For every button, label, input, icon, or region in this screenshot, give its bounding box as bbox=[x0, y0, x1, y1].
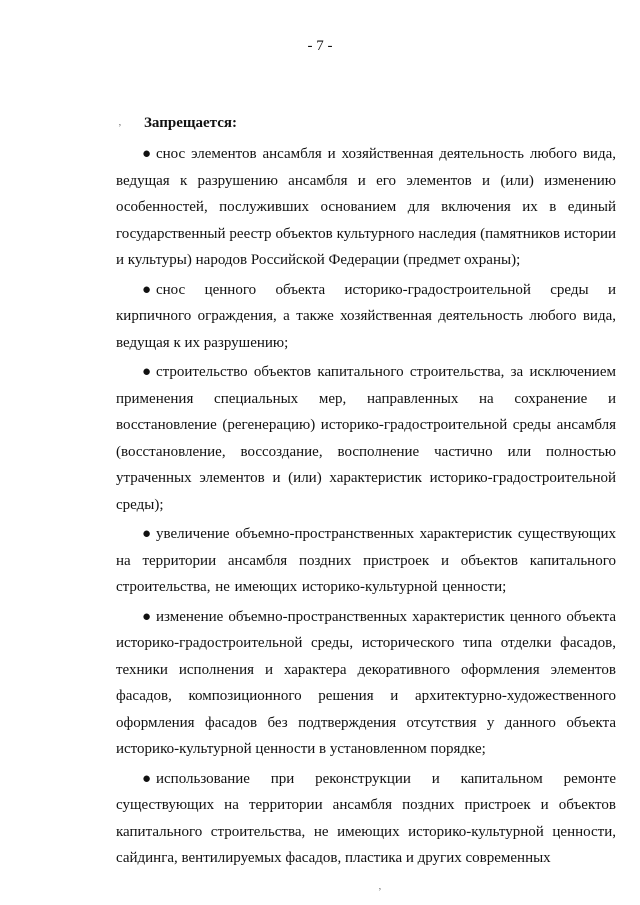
bullet-icon: ● bbox=[142, 146, 152, 162]
list-item bbox=[116, 359, 616, 518]
list-item bbox=[116, 766, 616, 872]
bullet-icon: ● bbox=[142, 608, 152, 625]
list-item bbox=[116, 277, 616, 357]
list-item-text: увеличение объемно-пространственных характеристик существующих на территории ансамбля поздних пристроек и объектов капитального строительства, не имеющих историко-культурной ценности; bbox=[116, 526, 616, 595]
list-item-text: использование при реконструкции и капитальном ремонте существующих на территории ансамбля поздних пристроек и объектов капитального строительства, не имеющих историко-культурной ценности, сайдинга, вентилируемых фасадов, пластика и других современных bbox=[116, 770, 616, 866]
bullet-icon: ● bbox=[142, 364, 152, 380]
document-body bbox=[116, 110, 616, 875]
bullet-icon: ● bbox=[142, 770, 152, 787]
list-item bbox=[116, 521, 616, 601]
list-item-text: строительство объектов капитального строительства, за исключением применения специальных мер, направленных на сохранение и восстановление (регенерацию) историко-градостроительной среды ансамбля (восстановление, воссоздание, восполнение частично или полностью утраченных элементов и (или) характеристик историко-градостроительной среды); bbox=[116, 364, 616, 513]
scan-mark: ʼ bbox=[118, 122, 122, 134]
bullet-icon: ● bbox=[142, 526, 152, 542]
list-item-text: изменение объемно-пространственных характеристик ценного объекта историко-градостроительной среды, исторического типа отделки фасадов, техники исполнения и характера декоративного оформления элементов фасадов, композиционного решения и архитектурно-художественного оформления фасадов без подтверждения отсутствия у данного объекта историко-культурной ценности в установленном порядке; bbox=[116, 608, 616, 757]
bullet-icon: ● bbox=[142, 281, 152, 298]
list-item-text: снос элементов ансамбля и хозяйственная деятельность любого вида, ведущая к разрушению ансамбля и его элементов и (или) изменению особенностей, послуживших основанием для включения их в единый государственный реестр объектов культурного наследия (памятников истории и культуры) народов Российской Федерации (предмет охраны); bbox=[116, 146, 616, 268]
list-item bbox=[116, 604, 616, 763]
list-item-text: снос ценного объекта историко-градостроительной среды и кирпичного ограждения, а также хозяйственная деятельность любого вида, ведущая к их разрушению; bbox=[116, 281, 616, 351]
page-number: - 7 - bbox=[307, 38, 333, 54]
section-heading: Запрещается: bbox=[144, 115, 238, 131]
list-item bbox=[116, 141, 616, 274]
scan-mark: ʼ bbox=[378, 886, 382, 898]
